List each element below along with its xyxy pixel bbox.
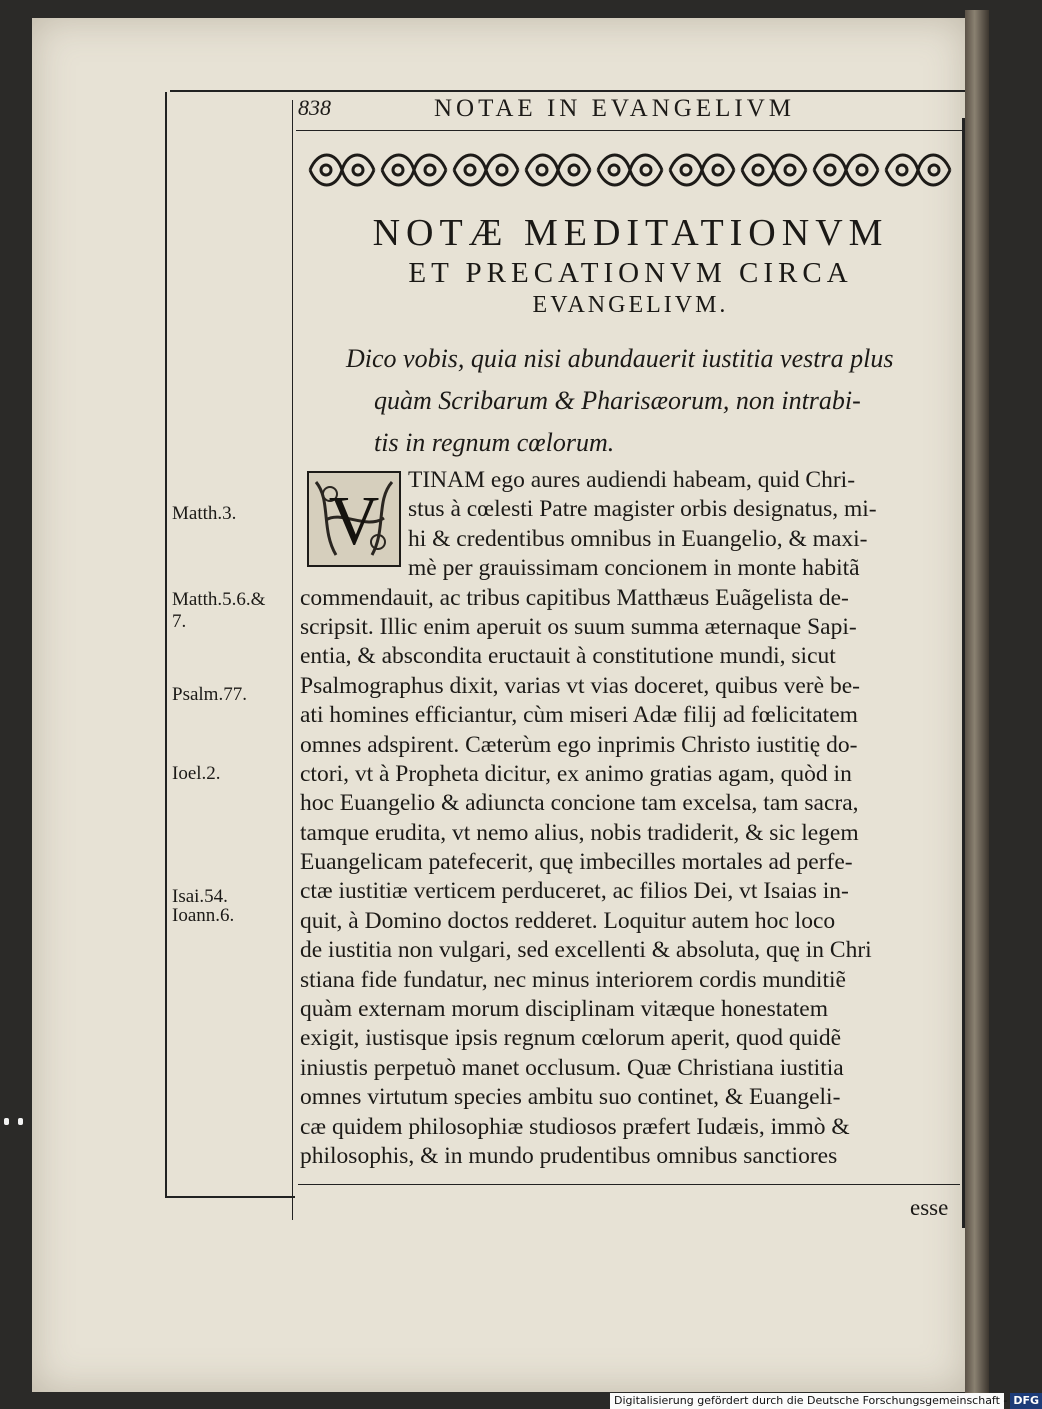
digitization-credit bbox=[610, 1393, 1040, 1409]
running-header bbox=[298, 95, 958, 125]
text-line: ctori, vt à Propheta dicitur, ex animo gratias agam, quòd in bbox=[300, 760, 852, 787]
text-line: exigit, iustisque ipsis regnum cœlorum aperit, quod quidẽ bbox=[300, 1025, 842, 1052]
text-line: quàm externam morum disciplinam vitæque honestatem bbox=[300, 996, 828, 1023]
text-line: commendauit, ac tribus capitibus Matthæus Euãgelista de- bbox=[300, 584, 849, 611]
text-line: ctæ iustitiæ verticem perduceret, ac filios Dei, vt Isaias in- bbox=[300, 878, 849, 905]
ornament-band bbox=[306, 146, 954, 194]
credit-text: Digitalisierung gefördert durch die Deutsche Forschungsgemeinschaft - bbox=[614, 1394, 1008, 1407]
scan-mark bbox=[4, 1118, 9, 1125]
running-title: NOTAE IN EVANGELIVM bbox=[434, 95, 795, 122]
margin-note: Psalm.77. bbox=[172, 684, 247, 705]
verse-line: quàm Scribarum & Pharisæorum, non intrabi- bbox=[374, 386, 861, 415]
text-line: iniustis perpetuò manet occlusum. Quæ Christiana iustitia bbox=[300, 1054, 844, 1081]
left-frame-rule bbox=[165, 92, 167, 1197]
initial-letter: V bbox=[328, 483, 380, 560]
margin-note: Matth.3. bbox=[172, 503, 237, 524]
text-line: tamque erudita, vt nemo alius, nobis tradiderit, & sic legem bbox=[300, 819, 859, 846]
scripture-verse bbox=[346, 338, 946, 464]
body-text bbox=[300, 466, 960, 1171]
bottom-rule bbox=[165, 1196, 295, 1198]
catchword: esse bbox=[910, 1195, 949, 1220]
title-line-1: NOTÆ MEDITATIONVM bbox=[372, 212, 889, 254]
text-line: entia, & abscondita eructauit à constitutione mundi, sicut bbox=[300, 643, 836, 670]
text-line: omnes virtutum species ambitu suo continet, & Euangeli- bbox=[300, 1084, 841, 1111]
section-title bbox=[298, 210, 963, 320]
text-line: quit, à Domino doctos redderet. Loquitur autem hoc loco bbox=[300, 907, 836, 934]
dfg-logo: DFG bbox=[1010, 1393, 1042, 1409]
page-number: 838 bbox=[298, 95, 331, 120]
margin-note: Ioann.6. bbox=[172, 905, 235, 926]
margin-note: Ioel.2. bbox=[172, 763, 221, 784]
margin-note: Matth.5.6.& bbox=[172, 589, 266, 610]
text-line: hi & credentibus omnibus in Euangelio, & maxi- bbox=[408, 525, 868, 552]
text-line: cæ quidem philosophiæ studiosos præfert Iudæis, immò & bbox=[300, 1113, 850, 1140]
inner-column-rule bbox=[292, 100, 293, 1220]
text-line: scripsit. Illic enim aperuit os suum summa æternaque Sapi- bbox=[300, 613, 857, 640]
text-line: Euangelicam patefecerit, quę imbecilles mortales ad perfe- bbox=[300, 849, 853, 876]
page-edge bbox=[965, 10, 989, 1395]
text-line: mè per grauissimam concionem in monte habitã bbox=[408, 555, 860, 582]
verse-line: Dico vobis, quia nisi abundauerit iustitia vestra plus bbox=[346, 344, 894, 373]
scan-mark bbox=[18, 1118, 23, 1125]
title-line-2: ET PRECATIONVM CIRCA bbox=[408, 257, 853, 289]
text-line: TINAM ego aures audiendi habeam, quid Chri- bbox=[408, 467, 856, 493]
margin-note: 7. bbox=[172, 611, 187, 632]
margin-note: Isai.54. bbox=[172, 886, 228, 907]
text-line: Psalmographus dixit, varias vt vias doceret, quibus verè be- bbox=[300, 672, 860, 699]
header-under-rule bbox=[296, 130, 964, 131]
text-line: omnes adspirent. Cæterùm ego inprimis Christo iustitię do- bbox=[300, 731, 858, 758]
verse-line: tis in regnum cœlorum. bbox=[374, 428, 615, 457]
text-line: hoc Euangelio & adiuncta concione tam excelsa, tam sacra, bbox=[300, 790, 859, 817]
top-rule bbox=[170, 90, 965, 92]
title-line-3: EVANGELIVM. bbox=[532, 292, 729, 318]
text-line: philosophis, & in mundo prudentibus omnibus sanctiores bbox=[300, 1142, 838, 1169]
text-line: stiana fide fundatur, nec minus interiorem cordis munditiẽ bbox=[300, 966, 846, 993]
text-line: stus à cœlesti Patre magister orbis designatus, mi- bbox=[408, 496, 877, 523]
text-line: ati homines efficiantur, cùm miseri Adæ filij ad fœlicitatem bbox=[300, 702, 858, 729]
text-line: de iustitia non vulgari, sed excellenti & absoluta, quę in Chri bbox=[300, 937, 872, 964]
text-bottom-rule bbox=[298, 1184, 960, 1185]
